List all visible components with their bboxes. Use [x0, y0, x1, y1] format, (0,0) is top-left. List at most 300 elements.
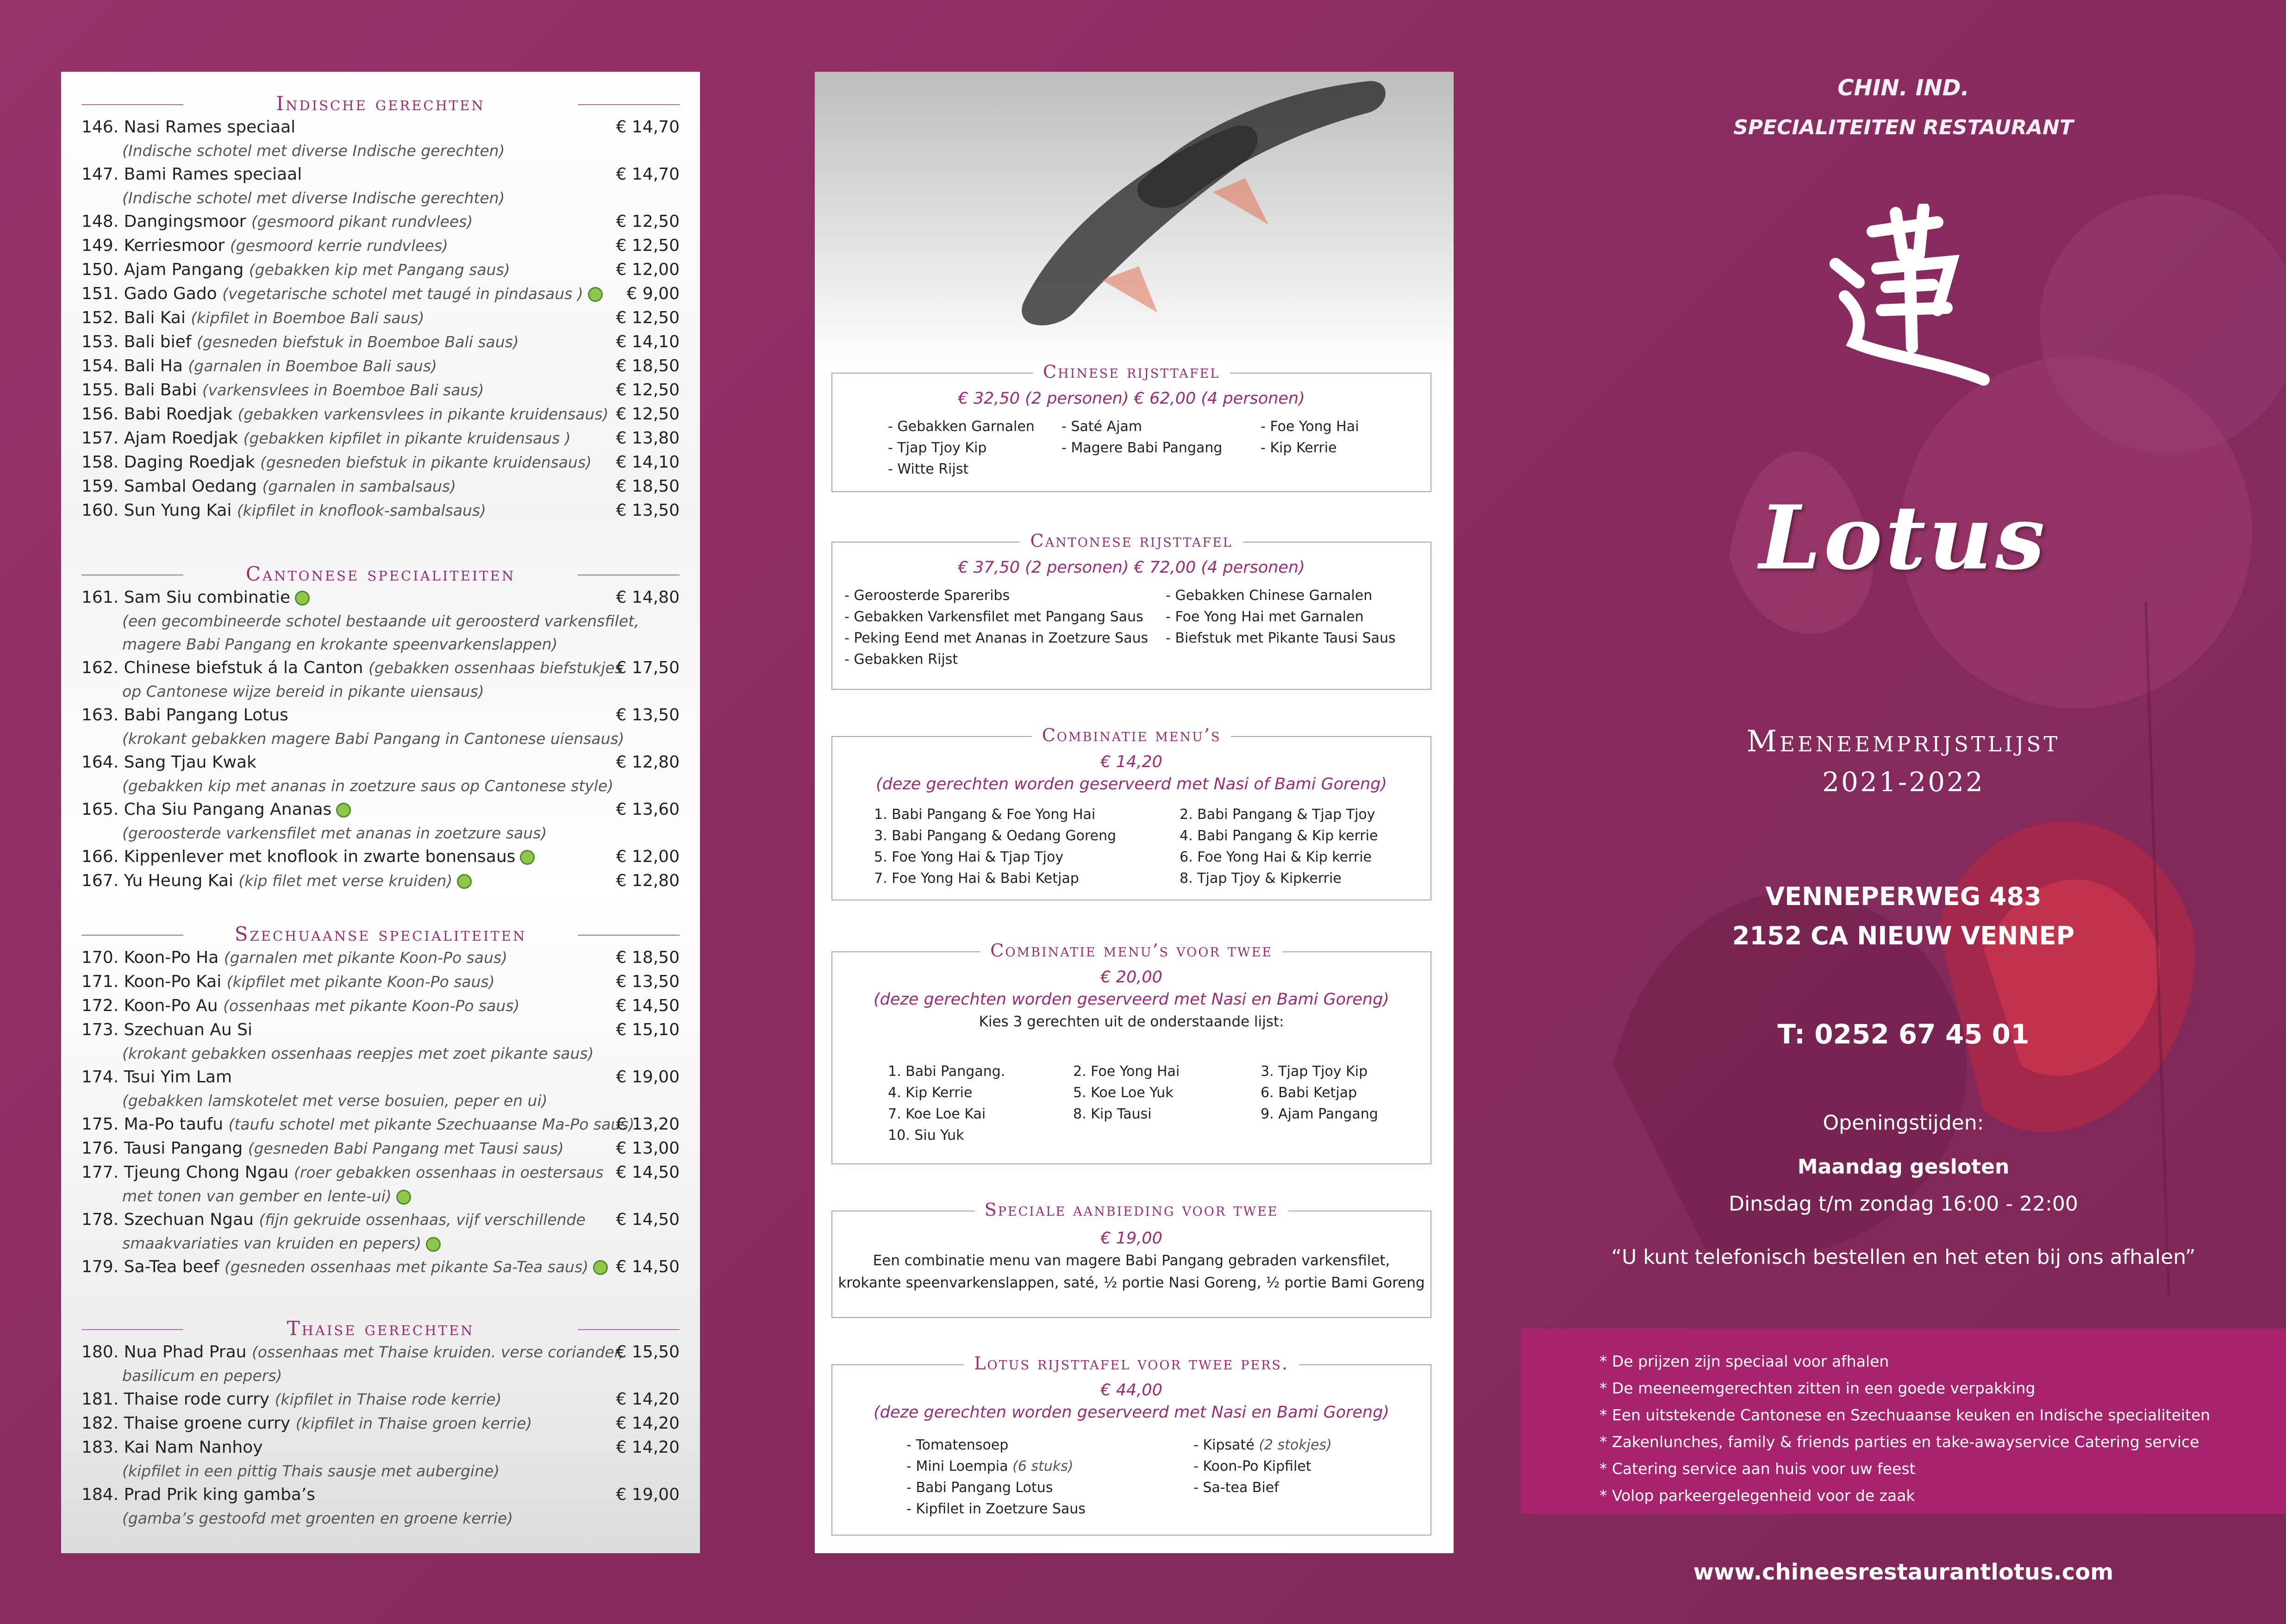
box-list-item: 6. Foe Yong Hai & Kip kerrie	[1180, 849, 1372, 865]
item-description: (kip filet met verse kruiden)	[238, 872, 453, 890]
item-price: € 13,80	[616, 429, 680, 448]
menu-item-name	[81, 946, 507, 970]
item-note: (2 stokjes)	[1259, 1437, 1332, 1453]
menu-item-name	[81, 1412, 532, 1436]
box-title: Cantonese rijsttafel	[1020, 531, 1243, 551]
item-subtext: op Cantonese wijze bereid in pikante uiensaus)	[122, 682, 484, 700]
item-name: 179. Sa-Tea beef	[81, 1257, 219, 1276]
box-list-item	[906, 1435, 1086, 1456]
item-subline	[81, 775, 680, 798]
item-price: € 13,50	[616, 501, 680, 520]
item-subline	[81, 1460, 680, 1483]
item-price: € 12,00	[616, 847, 680, 866]
menu-item-name	[81, 994, 519, 1018]
item-name: 183. Kai Nam Nanhoy	[81, 1438, 263, 1457]
menu-item-name	[81, 378, 484, 402]
item-price: € 14,50	[616, 1163, 680, 1182]
item-subtext: (Indische schotel met diverse Indische gerechten)	[122, 142, 505, 160]
item-name: 160. Sun Yung Kai	[81, 501, 232, 520]
menu-item	[81, 1018, 680, 1042]
menu-item	[81, 450, 680, 475]
box-list-item: - Peking Eend met Ananas in Zoetzure Saus	[844, 630, 1149, 646]
item-price: € 13,60	[616, 800, 680, 819]
item-subtext: (krokant gebakken magere Babi Pangang in Cantonese uiensaus)	[122, 730, 625, 748]
box-note: (deze gerechten worden geserveerd met Nasi of Bami Goreng)	[876, 775, 1387, 793]
item-description: (varkensvlees in Boemboe Bali saus)	[202, 381, 484, 399]
box-list-item	[906, 1456, 1086, 1477]
box-list-item: - Geroosterde Spareribs	[844, 587, 1010, 604]
item-description: (vegetarische schotel met taugé in pindasaus )	[222, 285, 583, 303]
menu-item	[81, 354, 680, 378]
pricelist-title: Meeneemprijstlijst	[1746, 725, 2061, 759]
logo-wordmark: Lotus	[1759, 486, 2048, 589]
service-note: * De meeneemgerechten zitten in een goede verpakking	[1599, 1379, 2036, 1397]
item-name: 178. Szechuan Ngau	[81, 1210, 254, 1229]
section-title: Cantonese specialiteiten	[81, 562, 680, 586]
address-city: 2152 CA NIEUW VENNEP	[1732, 921, 2075, 950]
item-description: (ossenhaas met Thaise kruiden. verse coriander,	[251, 1343, 624, 1361]
box-list-item: 3. Babi Pangang & Oedang Goreng	[874, 828, 1117, 844]
item-name: 164. Sang Tjau Kwak	[81, 753, 256, 772]
item-description: (gesneden ossenhaas met pikante Sa-Tea saus)	[225, 1258, 589, 1276]
opening-hours: Dinsdag t/m zondag 16:00 - 22:00	[1729, 1192, 2078, 1216]
item-price: € 14,70	[616, 165, 680, 184]
menu-item	[81, 1255, 680, 1279]
menu-item	[81, 1112, 680, 1137]
menu-item-name	[81, 586, 310, 610]
item-name: 172. Koon-Po Au	[81, 996, 218, 1015]
menu-item	[81, 210, 680, 234]
box-instruction: Kies 3 gerechten uit de onderstaande lijst:	[979, 1013, 1284, 1030]
section-szechuan	[81, 923, 680, 1279]
item-name: 180. Nua Phad Prau	[81, 1343, 247, 1362]
menu-item-name	[81, 970, 495, 994]
box-chinese-rijsttafel	[831, 362, 1431, 492]
box-list-item: - Gebakken Varkensfilet met Pangang Saus	[844, 609, 1143, 625]
item-description: (garnalen in sambalsaus)	[262, 477, 456, 495]
box-list-item: - Gebakken Garnalen	[888, 418, 1035, 435]
menu-item	[81, 1161, 680, 1185]
box-title: Combinatie menu’s voor twee	[980, 940, 1283, 961]
item-subtext: (gebakken kip met ananas in zoetzure saus op Cantonese style)	[122, 777, 614, 795]
item-price: € 14,10	[616, 332, 680, 351]
box-list-item: - Kip Kerrie	[1261, 440, 1337, 456]
item-name: 156. Babi Roedjak	[81, 405, 232, 424]
menu-item-name	[81, 210, 473, 234]
menu-item	[81, 499, 680, 523]
menu-item	[81, 475, 680, 499]
box-list-item: - Magere Babi Pangang	[1062, 440, 1223, 456]
menu-item-name	[81, 306, 424, 330]
menu-item-name	[81, 1018, 252, 1042]
box-list-item: 1. Babi Pangang.	[888, 1063, 1006, 1080]
section-thai	[81, 1317, 680, 1530]
service-note: * Een uitstekende Cantonese en Szechuaanse keuken en Indische specialiteiten	[1599, 1406, 2211, 1424]
box-list-item	[1193, 1456, 1332, 1477]
item-subline	[81, 1364, 680, 1387]
item-name: 165. Cha Siu Pangang Ananas	[81, 800, 332, 819]
item-subtext: smaakvariaties van kruiden en pepers)	[122, 1234, 422, 1252]
item-price: € 9,00	[626, 284, 680, 303]
item-price: € 14,20	[616, 1438, 680, 1457]
vegetarian-icon	[588, 287, 603, 302]
box-list-item: - Foe Yong Hai	[1261, 418, 1359, 435]
item-price: € 18,50	[616, 356, 680, 375]
item-name: 184. Prad Prik king gamba’s	[81, 1485, 316, 1504]
item-name: 176. Tausi Pangang	[81, 1139, 243, 1158]
menu-item-name	[81, 115, 295, 139]
box-price: € 32,50 (2 personen) € 62,00 (4 personen)	[958, 389, 1305, 408]
menu-item-name	[81, 750, 256, 775]
item-subline	[81, 680, 680, 703]
item-description: (gesmoord kerrie rundvlees)	[230, 237, 448, 255]
item-description: (kipfilet in Boemboe Bali saus)	[191, 309, 425, 327]
box-title: Combinatie menu’s	[1032, 725, 1231, 745]
box-title: Chinese rijsttafel	[1033, 362, 1230, 382]
menu-item	[81, 1065, 680, 1089]
item-subline	[81, 1232, 680, 1255]
item-subtext: (gamba’s gestoofd met groenten en groene kerrie)	[122, 1509, 513, 1527]
item-name: - Sa-tea Bief	[1193, 1480, 1279, 1496]
item-description: (gebakken kip met Pangang saus)	[249, 261, 510, 279]
box-list-item: 2. Babi Pangang & Tjap Tjoy	[1180, 806, 1375, 823]
item-name: 148. Dangingsmoor	[81, 212, 246, 231]
box-list-item: - Saté Ajam	[1062, 418, 1143, 435]
menu-item	[81, 426, 680, 450]
menu-item	[81, 798, 680, 822]
menu-item-name	[81, 1387, 501, 1412]
item-description: (garnalen in Boemboe Bali saus)	[188, 357, 437, 375]
item-description: (garnalen met pikante Koon-Po saus)	[224, 949, 507, 967]
item-subline	[81, 610, 680, 633]
vegetarian-icon	[336, 803, 351, 818]
menu-item	[81, 1436, 680, 1460]
item-name: 151. Gado Gado	[81, 284, 217, 303]
box-cantonese-rijsttafel	[831, 531, 1431, 690]
menu-item-name	[81, 354, 437, 378]
item-description: (kipfilet in Thaise rode kerrie)	[275, 1390, 502, 1408]
box-list-item: 9. Ajam Pangang	[1261, 1106, 1378, 1122]
menu-item-name	[81, 499, 486, 523]
box-list-item: - Tjap Tjoy Kip	[888, 440, 987, 456]
box-list-item: - Foe Yong Hai met Garnalen	[1166, 609, 1364, 625]
box-note: (deze gerechten worden geserveerd met Nasi en Bami Goreng)	[874, 990, 1389, 1009]
order-quote: “U kunt telefonisch bestellen en het eten bij ons afhalen”	[1611, 1245, 2196, 1269]
menu-item-name	[81, 1436, 263, 1460]
item-description: (taufu schotel met pikante Szechuaanse Ma-Po saus)	[228, 1115, 635, 1133]
chinese-character-logo	[1817, 204, 1993, 398]
item-price: € 14,50	[616, 996, 680, 1015]
menu-item-name	[81, 330, 519, 354]
box-list-item	[1193, 1435, 1332, 1456]
menu-item-name	[81, 1112, 634, 1137]
box-list-item: 6. Babi Ketjap	[1261, 1085, 1357, 1101]
item-description: (fijn gekruide ossenhaas, vijf verschillende	[259, 1211, 586, 1229]
menu-item	[81, 1208, 680, 1232]
box-speciale-aanbieding	[831, 1199, 1431, 1318]
item-name: 173. Szechuan Au Si	[81, 1020, 252, 1039]
item-subtext: (krokant gebakken ossenhaas reepjes met zoet pikante saus)	[122, 1044, 594, 1062]
box-list-item: 10. Siu Yuk	[888, 1127, 964, 1143]
menu-item-name	[81, 475, 456, 499]
item-name: - Koon-Po Kipfilet	[1193, 1458, 1312, 1474]
vegetarian-icon	[593, 1260, 608, 1275]
box-list-item: - Gebakken Rijst	[844, 651, 958, 668]
item-subline	[81, 1507, 680, 1530]
vegetarian-icon	[457, 874, 472, 889]
menu-item	[81, 1340, 680, 1364]
item-description: (gebakken ossenhaas biefstukjes	[368, 659, 623, 677]
item-name: 159. Sambal Oedang	[81, 477, 257, 496]
item-subline	[81, 727, 680, 750]
item-name: 158. Daging Roedjak	[81, 453, 255, 472]
item-description: (gesneden biefstuk in Boemboe Bali saus)	[196, 333, 519, 351]
box-list-item: - Biefstuk met Pikante Tausi Saus	[1166, 630, 1396, 646]
box-price: € 19,00	[1100, 1229, 1162, 1248]
item-subline	[81, 633, 680, 656]
service-note: * Zakenlunches, family & friends parties en take-awayservice Catering service	[1599, 1433, 2199, 1451]
menu-item-name	[81, 869, 472, 893]
item-name: 181. Thaise rode curry	[81, 1390, 270, 1409]
box-price: € 14,20	[1100, 753, 1162, 771]
menu-item-name	[81, 798, 351, 822]
item-price: € 14,50	[616, 1257, 680, 1276]
item-name: 177. Tjeung Chong Ngau	[81, 1163, 289, 1182]
item-description: (gebakken kipfilet in pikante kruidensaus )	[243, 429, 571, 447]
box-list-item: 5. Koe Loe Yuk	[1073, 1085, 1174, 1101]
menu-item-name	[81, 845, 535, 869]
item-name: 154. Bali Ha	[81, 356, 183, 375]
item-subtext: basilicum en pepers)	[122, 1367, 282, 1385]
box-list-item: 8. Kip Tausi	[1073, 1106, 1152, 1122]
item-name: 150. Ajam Pangang	[81, 260, 244, 279]
item-name: 166. Kippenlever met knoflook in zwarte bonensaus	[81, 847, 516, 866]
item-price: € 15,10	[616, 1020, 680, 1039]
item-price: € 12,50	[616, 212, 680, 231]
box-title: Lotus rijsttafel voor twee pers.	[964, 1353, 1299, 1374]
box-list-item: 7. Koe Loe Kai	[888, 1106, 986, 1122]
menu-item	[81, 845, 680, 869]
menu-item	[81, 946, 680, 970]
item-name: 153. Bali bief	[81, 332, 192, 351]
menu-item	[81, 402, 680, 426]
item-price: € 15,50	[616, 1343, 680, 1362]
box-list-item: 5. Foe Yong Hai & Tjap Tjoy	[874, 849, 1064, 865]
menu-item	[81, 1387, 680, 1412]
website-link[interactable]: www.chineesrestaurantlotus.com	[1693, 1559, 2114, 1585]
box-price: € 44,00	[1100, 1381, 1162, 1399]
section-title: Indische gerechten	[81, 92, 680, 115]
item-name: 161. Sam Siu combinatie	[81, 588, 291, 607]
item-name: 167. Yu Heung Kai	[81, 871, 233, 890]
item-description: (gebakken varkensvlees in pikante kruidensaus)	[237, 405, 609, 423]
menu-item	[81, 234, 680, 258]
vegetarian-icon	[295, 591, 310, 606]
item-name: - Mini Loempia	[906, 1458, 1008, 1474]
item-description: (kipfilet met pikante Koon-Po saus)	[226, 973, 495, 991]
box-list-item: 7. Foe Yong Hai & Babi Ketjap	[874, 870, 1079, 887]
menu-item-name	[81, 282, 603, 306]
item-price: € 19,00	[616, 1485, 680, 1504]
item-name: 163. Babi Pangang Lotus	[81, 706, 288, 725]
item-price: € 18,50	[616, 477, 680, 496]
menu-item-name	[81, 656, 623, 680]
menu-item-name	[81, 1065, 232, 1089]
box-list-item	[906, 1477, 1086, 1499]
box-price: € 37,50 (2 personen) € 72,00 (4 personen)	[958, 558, 1305, 577]
item-price: € 13,50	[616, 706, 680, 725]
item-name: 147. Bami Rames speciaal	[81, 165, 302, 184]
item-subline	[81, 1042, 680, 1065]
item-description: (gesneden Babi Pangang met Tausi saus)	[248, 1139, 564, 1157]
box-note: (deze gerechten worden geserveerd met Nasi en Bami Goreng)	[874, 1403, 1389, 1422]
item-description: (kipfilet in knoflook-sambalsaus)	[237, 501, 486, 519]
koi-fish-illustration	[815, 72, 1454, 368]
item-subline	[81, 1185, 680, 1208]
opening-hours-label: Openingstijden:	[1823, 1111, 1984, 1135]
menu-item-name	[81, 1340, 624, 1364]
item-subtext: met tonen van gember en lente-ui)	[122, 1187, 392, 1205]
vegetarian-icon	[396, 1190, 411, 1205]
item-name: 175. Ma-Po taufu	[81, 1115, 224, 1134]
item-name: 162. Chinese biefstuk á la Canton	[81, 658, 363, 677]
menu-item	[81, 1412, 680, 1436]
box-desc-line: Een combinatie menu van magere Babi Pangang gebraden varkensfilet,	[873, 1252, 1390, 1269]
item-price: € 13,50	[616, 972, 680, 991]
item-price: € 12,50	[616, 405, 680, 424]
menu-item-name	[81, 1483, 315, 1507]
service-note: * Catering service aan huis voor uw feest	[1599, 1460, 1916, 1478]
service-note: * Volop parkeergelegenheid voor de zaak	[1599, 1487, 1915, 1505]
item-name: - Kipsaté	[1193, 1437, 1255, 1453]
item-price: € 12,50	[616, 236, 680, 255]
item-price: € 14,50	[616, 1210, 680, 1229]
vegetarian-icon	[426, 1237, 441, 1252]
item-price: € 14,10	[616, 453, 680, 472]
menu-item-name	[81, 703, 288, 727]
section-cantonees	[81, 562, 680, 893]
box-list-item	[1193, 1477, 1332, 1499]
menu-column-2	[815, 72, 1454, 1553]
item-description: (gesneden biefstuk in pikante kruidensaus)	[260, 453, 592, 471]
closed-day: Maandag gesloten	[1797, 1155, 2010, 1179]
item-subtext: (Indische schotel met diverse Indische gerechten)	[122, 189, 505, 207]
item-name: - Tomatensoep	[906, 1437, 1009, 1453]
box-desc-line: krokante speenvarkenslappen, saté, ½ portie Nasi Goreng, ½ portie Bami Goreng	[838, 1274, 1425, 1291]
item-name: 171. Koon-Po Kai	[81, 972, 222, 991]
item-name: 146. Nasi Rames speciaal	[81, 118, 296, 137]
menu-item-name	[81, 1255, 608, 1279]
item-price: € 12,80	[616, 871, 680, 890]
item-name: 157. Ajam Roedjak	[81, 429, 238, 448]
box-list-item: 4. Babi Pangang & Kip kerrie	[1180, 828, 1378, 844]
box-combinatie-voor-twee	[831, 940, 1431, 1164]
item-subtext: (een gecombineerde schotel bestaande uit geroosterd varkensfilet,	[122, 612, 639, 630]
item-name: 170. Koon-Po Ha	[81, 948, 219, 967]
menu-item	[81, 750, 680, 775]
item-subtext: magere Babi Pangang en krokante speenvarkenslappen)	[122, 635, 558, 653]
menu-item	[81, 1483, 680, 1507]
item-name: 182. Thaise groene curry	[81, 1414, 291, 1433]
menu-item-name	[81, 450, 592, 475]
box-title: Speciale aanbieding voor twee	[974, 1199, 1289, 1220]
menu-item-name	[81, 426, 571, 450]
item-description: (kipfilet in Thaise groen kerrie)	[295, 1414, 532, 1432]
item-subtext: (gebakken lamskotelet met verse bosuien, peper en ui)	[122, 1092, 548, 1110]
item-name: - Babi Pangang Lotus	[906, 1480, 1053, 1496]
menu-item	[81, 970, 680, 994]
box-combinatie-menus	[831, 725, 1431, 900]
menu-item	[81, 306, 680, 330]
menu-item-name	[81, 1161, 604, 1185]
item-note: (6 stuks)	[1012, 1458, 1074, 1474]
item-price: € 18,50	[616, 948, 680, 967]
menu-item-name	[81, 1137, 564, 1161]
item-subline	[81, 139, 680, 162]
box-list-item: - Witte Rijst	[888, 461, 969, 477]
item-name: 155. Bali Babi	[81, 381, 197, 400]
box-lotus-rijsttafel	[831, 1353, 1431, 1536]
vegetarian-icon	[520, 850, 535, 865]
item-description: (ossenhaas met pikante Koon-Po saus)	[223, 997, 520, 1015]
item-price: € 14,70	[616, 118, 680, 137]
item-subline	[81, 187, 680, 210]
item-name: 149. Kerriesmoor	[81, 236, 225, 255]
item-subtext: (geroosterde varkensfilet met ananas in zoetzure saus)	[122, 824, 547, 842]
menu-column-1	[61, 72, 700, 1553]
item-price: € 12,50	[616, 308, 680, 327]
box-list-item: 4. Kip Kerrie	[888, 1085, 973, 1101]
item-price: € 13,00	[616, 1139, 680, 1158]
section-title: Szechuaanse specialiteiten	[81, 923, 680, 946]
menu-item	[81, 258, 680, 282]
menu-item-name	[81, 1208, 586, 1232]
item-price: € 13,20	[616, 1115, 680, 1134]
item-subtext: (kipfilet in een pittig Thais sausje met aubergine)	[122, 1462, 500, 1480]
menu-item	[81, 703, 680, 727]
subtitle-chin-ind: CHIN. IND.	[1837, 75, 1969, 101]
item-subline	[81, 1089, 680, 1112]
menu-item-name	[81, 258, 510, 282]
menu-item	[81, 282, 680, 306]
menu-item	[81, 994, 680, 1018]
menu-item	[81, 115, 680, 139]
menu-item-name	[81, 234, 448, 258]
item-subline	[81, 822, 680, 845]
item-price: € 17,50	[616, 658, 680, 677]
box-list-item: - Gebakken Chinese Garnalen	[1166, 587, 1373, 604]
item-price: € 12,80	[616, 753, 680, 772]
menu-item-name	[81, 162, 302, 187]
phone-number: T: 0252 67 45 01	[1777, 1018, 2030, 1050]
item-price: € 12,00	[616, 260, 680, 279]
menu-item	[81, 162, 680, 187]
item-price: € 14,80	[616, 588, 680, 607]
service-note: * De prijzen zijn speciaal voor afhalen	[1599, 1352, 1889, 1370]
box-list-item: 2. Foe Yong Hai	[1073, 1063, 1180, 1080]
item-name: - Kipfilet in Zoetzure Saus	[906, 1501, 1086, 1517]
section-indische	[81, 92, 680, 523]
subtitle-restaurant: SPECIALITEITEN RESTAURANT	[1733, 116, 2074, 139]
item-name: 174. Tsui Yim Lam	[81, 1068, 232, 1087]
box-list-item: 1. Babi Pangang & Foe Yong Hai	[874, 806, 1096, 823]
menu-item-name	[81, 402, 609, 426]
menu-item	[81, 1137, 680, 1161]
item-price: € 12,50	[616, 381, 680, 400]
menu-item	[81, 869, 680, 893]
item-price: € 14,20	[616, 1390, 680, 1409]
menu-item	[81, 656, 680, 680]
